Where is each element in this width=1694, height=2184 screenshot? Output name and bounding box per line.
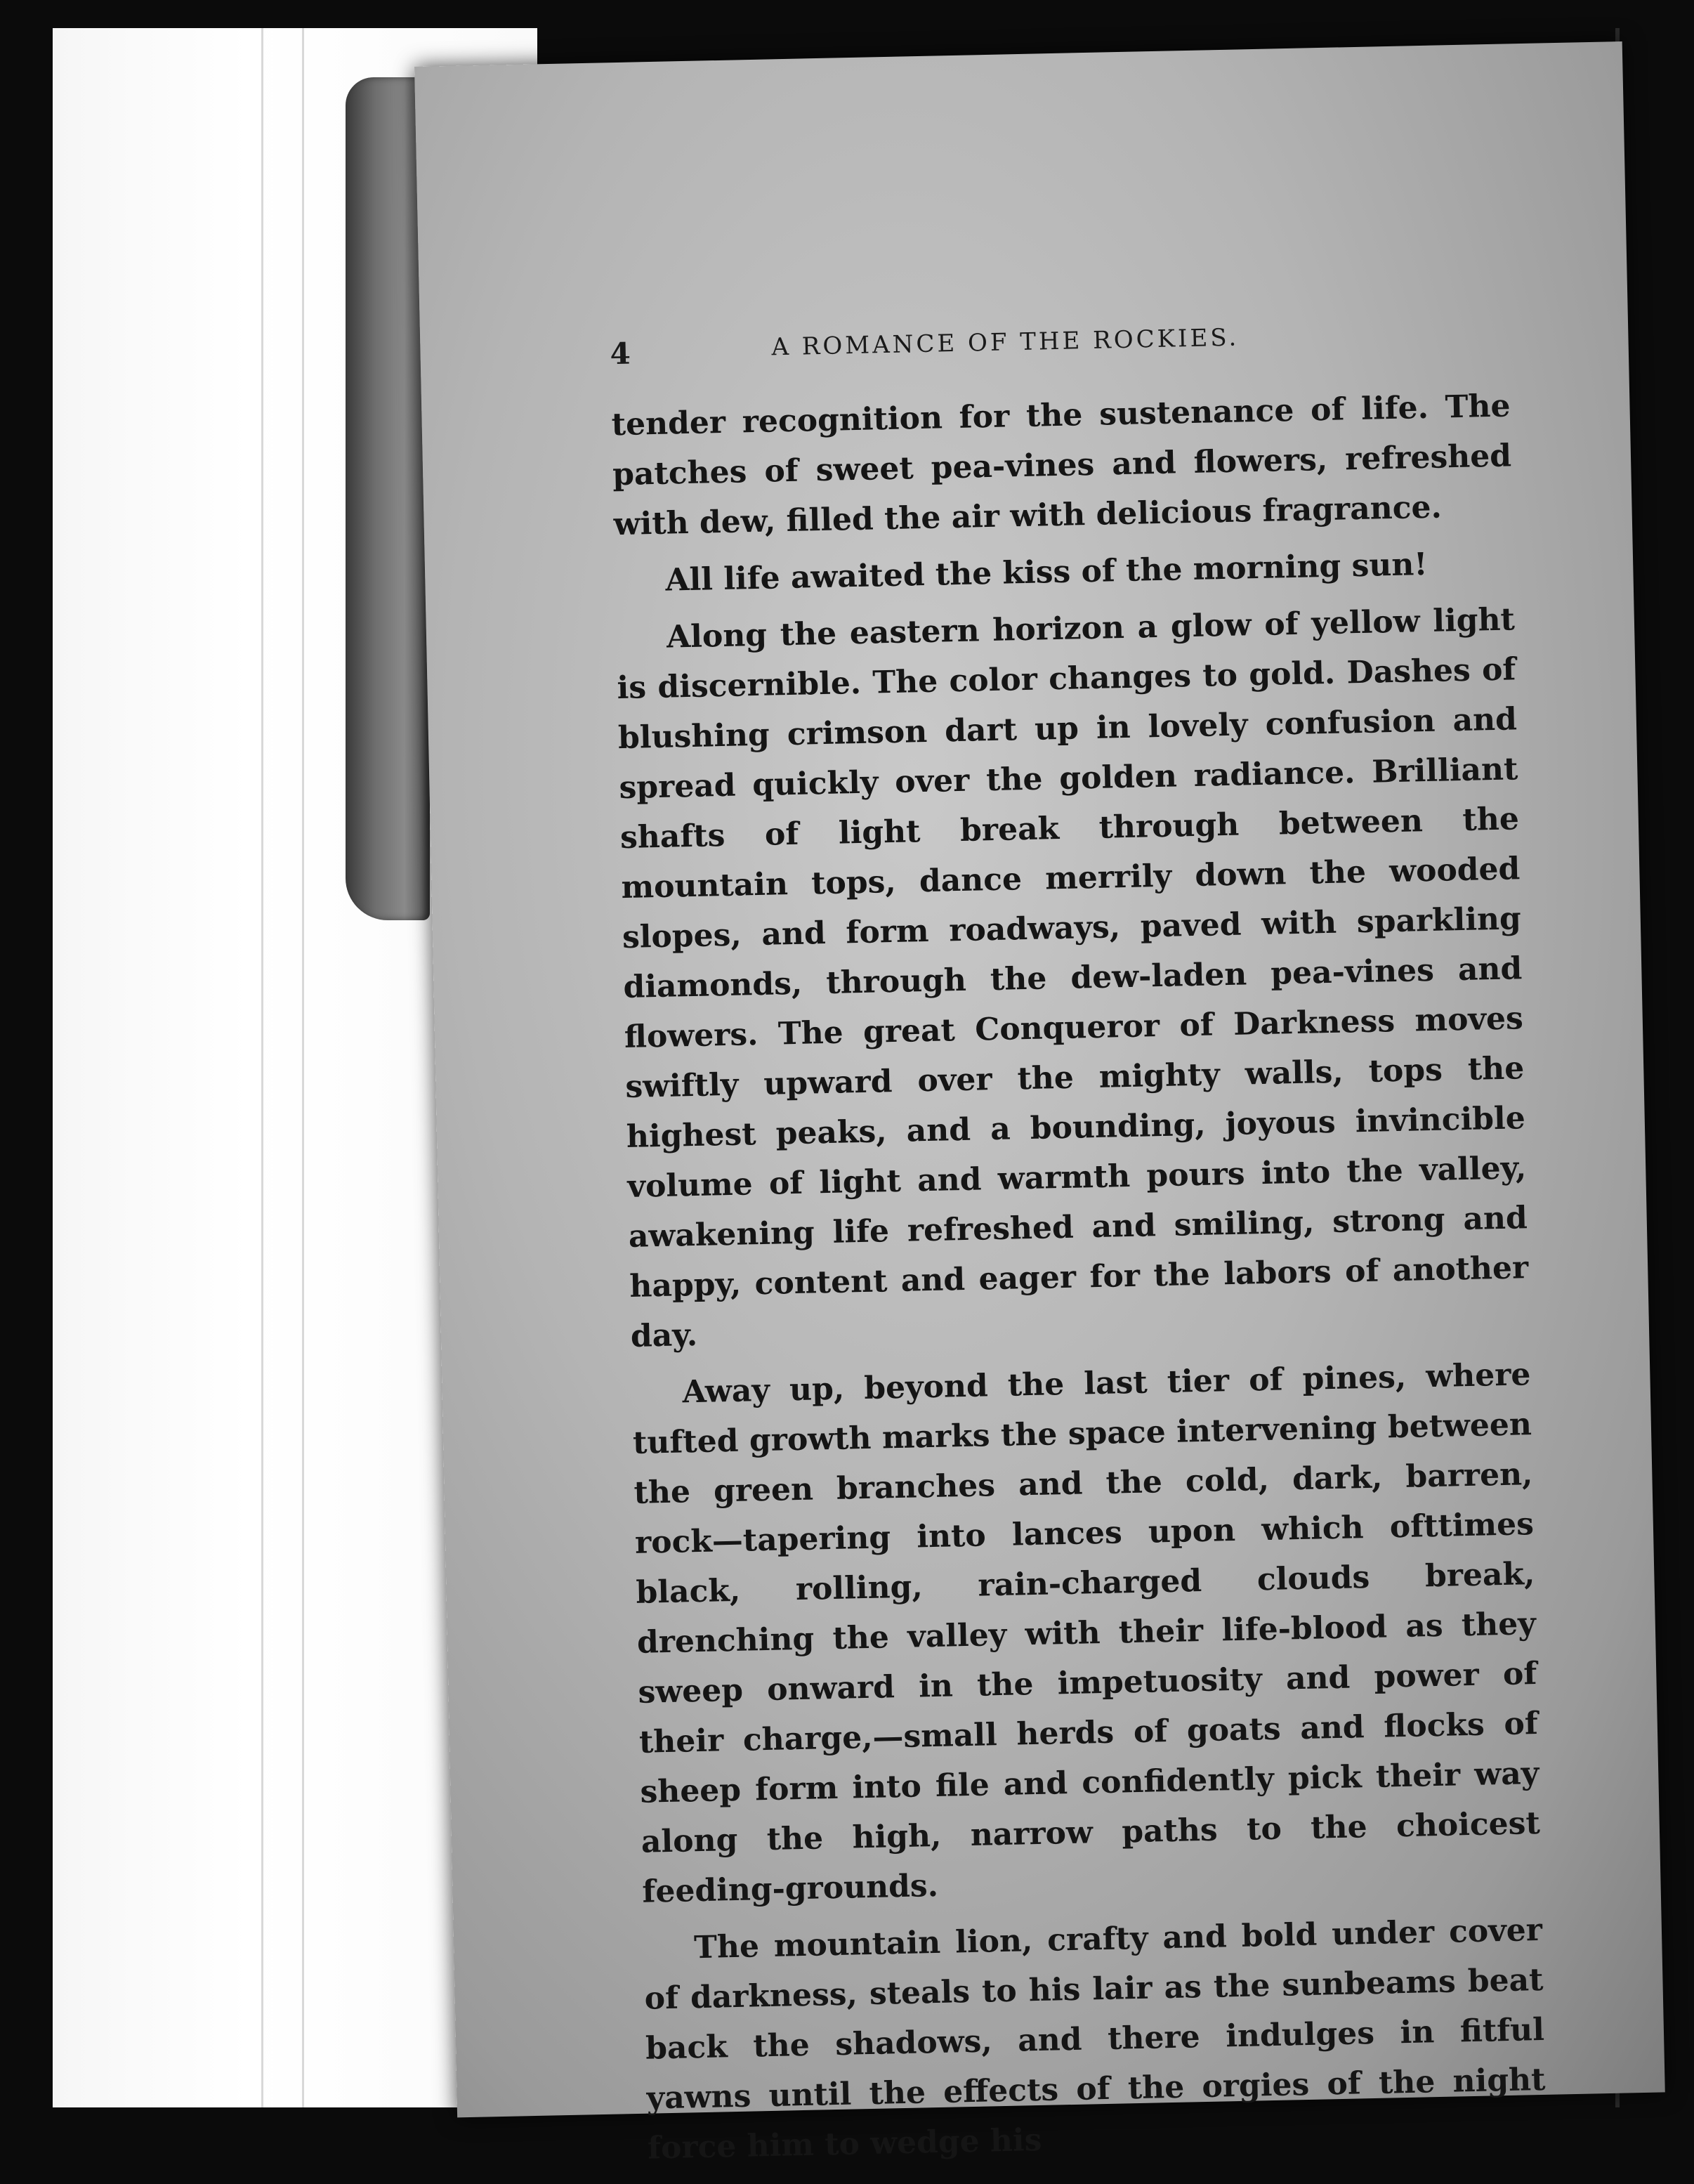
margin-line-right [302,28,304,2107]
page-content [610,318,1547,2180]
paragraph-4: Away up, beyond the last tier of pines, where tufted growth marks the space intervening between the green branches and the cold, dark, barren, rock—tapering into lances upon which ofttimes black, rolling, rain-charged clouds break, drenching the valley with their life-blood as they sweep onward in the impetuosity and power of their charge,—small herds of goats and flocks of sheep form into file and confidently pick their way along the high, narrow paths to the choicest feeding-grounds. [632,1356,1541,1910]
paragraph-1: tender recognition for the sustenance of life. The patches of sweet pea-vines and flowers, refreshed with dew, filled the air with delicious fragrance. [611,388,1512,543]
book-page [414,41,1665,2166]
margin-line-left [261,28,263,2107]
running-head [610,318,1509,379]
body-text [611,381,1547,2173]
paragraph-2: All life awaited the kiss of the morning sun! [664,546,1429,599]
paragraph-3: Along the eastern horizon a glow of yellow light is discernible. The color changes to gold. Dashes of blushing crimson dart up in lovely confusion and spread quickly over the golden radiance. Brilliant shafts of light break through between the mountain tops, dance merrily down the wooded slopes, and form roadways, paved with sparkling diamonds, through the dew-laden pea-vines and flowers. The great Conqueror of Darkness moves swiftly upward over the mighty walls, tops the highest peaks, and a bounding, joyous invincible volume of light and warmth pours into the valley, awakening life refreshed and smiling, strong and happy, content and eager for the labors of another day. [617,601,1529,1354]
paragraph-5: The mountain lion, crafty and bold under cover of darkness, steals to his lair as the sunbeams beat back the shadows, and there indulges in fitful yawns until the effects of the orgies of the night force him to wedge his [644,1911,1546,2166]
page-number: 4 [610,336,631,372]
running-head-title: A ROMANCE OF THE ROCKIES. [771,323,1240,362]
